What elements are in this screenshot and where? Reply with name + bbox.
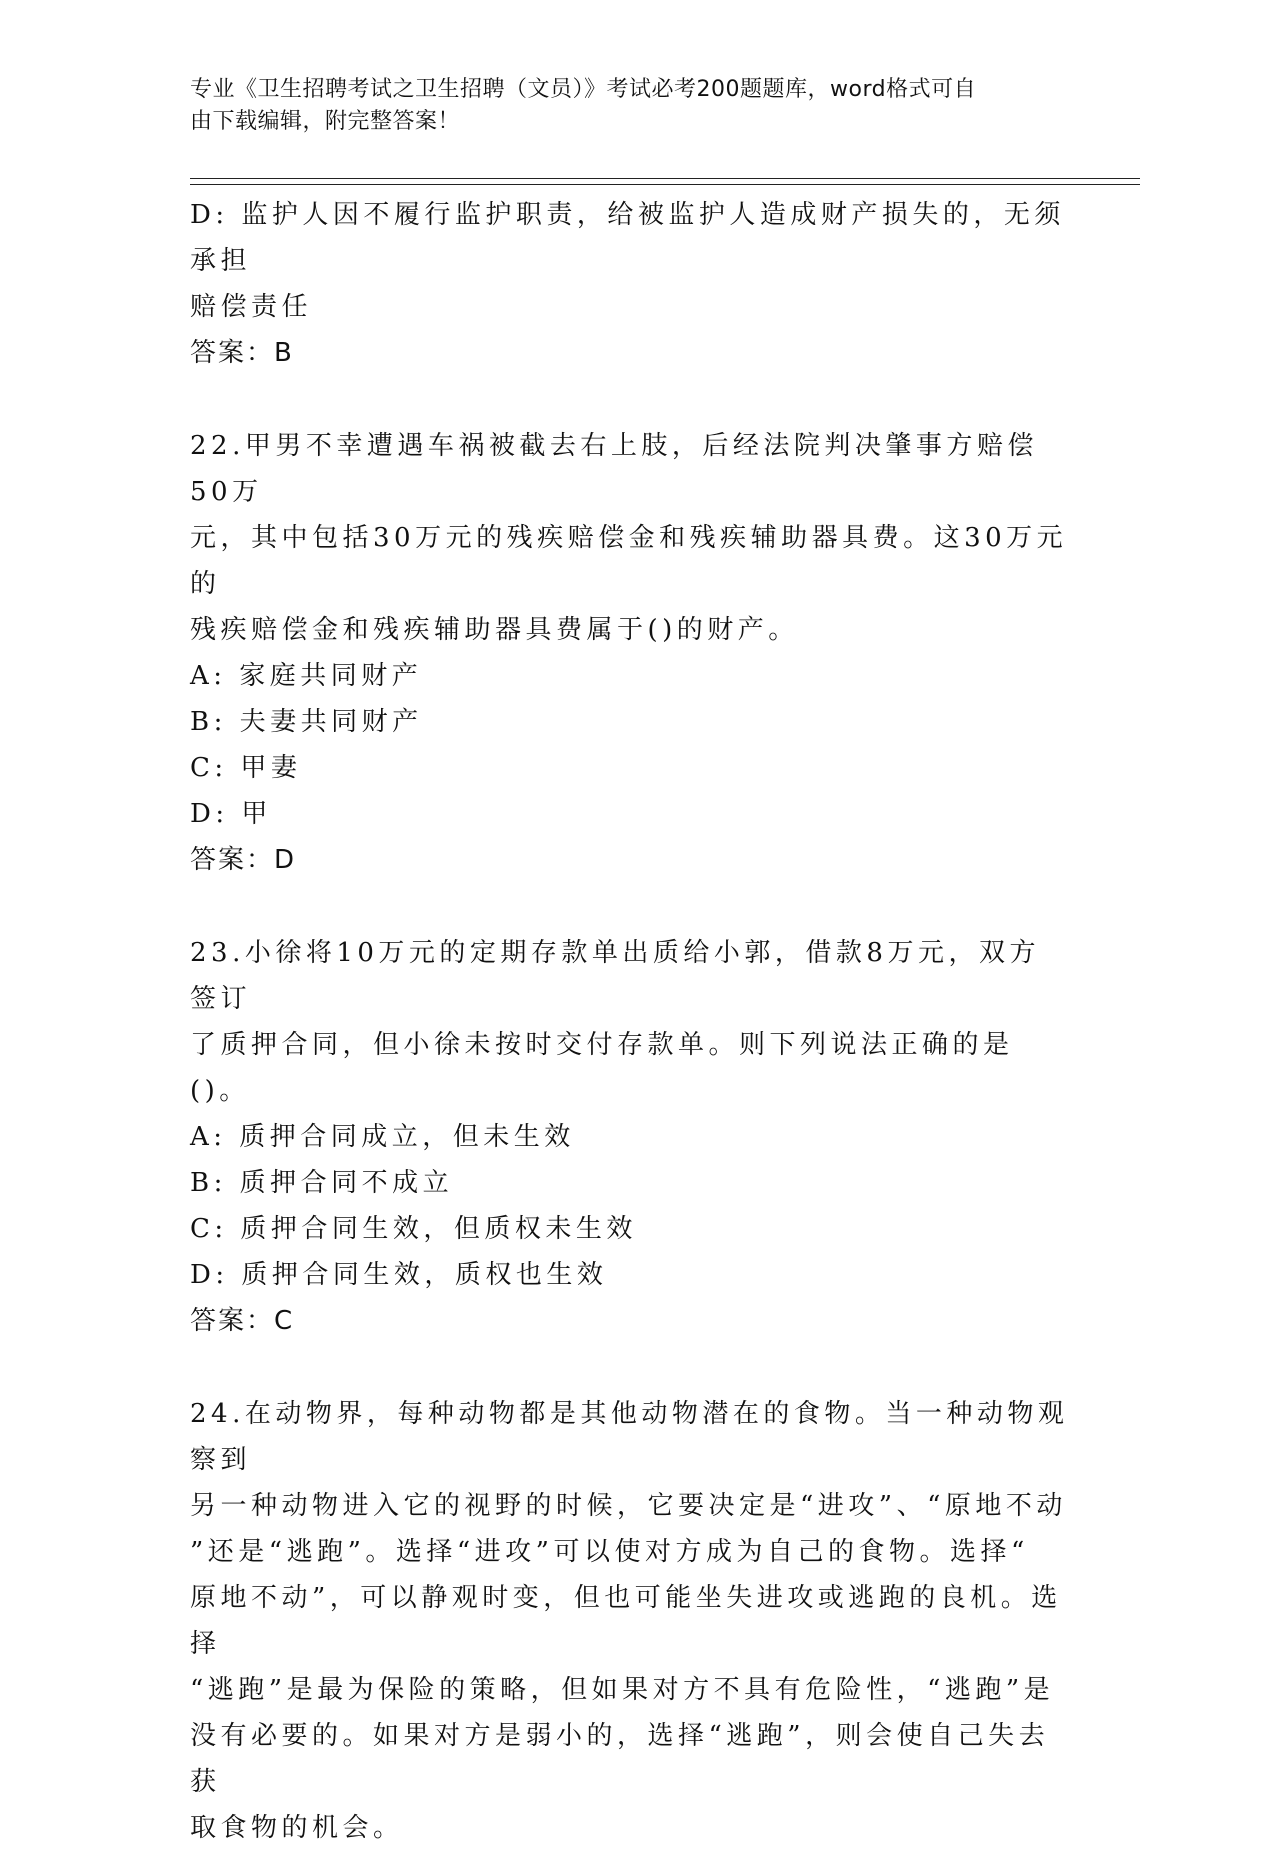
q23-option-d: D: 质押合同生效，质权也生效 — [190, 1260, 608, 1290]
header-rule-bottom — [190, 184, 1140, 185]
q22-option-c: C: 甲妻 — [190, 753, 302, 783]
header-title-line1: 专业《卫生招聘考试之卫生招聘（文员）》考试必考200题题库，word格式可自 — [190, 77, 977, 102]
q24-stem-line4: 原地不动”，可以静观时变，但也可能坐失进攻或逃跑的良机。选择 — [190, 1583, 1062, 1659]
question-24 — [190, 1391, 1070, 1851]
document-body — [190, 192, 1070, 1851]
q24-stem-line3: ”还是“逃跑”。选择“进攻”可以使对方成为自己的食物。选择“ — [190, 1537, 1029, 1567]
q22-stem-line2: 元，其中包括30万元的残疾赔偿金和残疾辅助器具费。这30万元的 — [190, 523, 1068, 599]
q21-answer: 答案：B — [190, 338, 294, 368]
q21-option-d-line1: D: 监护人因不履行监护职责，给被监护人造成财产损失的，无须承担 — [190, 200, 1065, 276]
q22-stem-line3: 残疾赔偿金和残疾辅助器具费属于()的财产。 — [190, 615, 799, 645]
q23-answer: 答案：C — [190, 1306, 295, 1336]
q24-stem-line1: 24.在动物界，每种动物都是其他动物潜在的食物。当一种动物观察到 — [190, 1399, 1069, 1475]
q22-option-d: D: 甲 — [190, 799, 272, 829]
header-title-line2: 由下载编辑，附完整答案！ — [190, 109, 461, 134]
q22-answer: 答案：D — [190, 845, 297, 875]
q23-option-a: A: 质押合同成立，但未生效 — [190, 1122, 575, 1152]
q22-option-a: A: 家庭共同财产 — [190, 661, 423, 691]
question-23 — [190, 930, 1070, 1344]
q22-stem-line1: 22.甲男不幸遭遇车祸被截去右上肢，后经法院判决肇事方赔偿50万 — [190, 431, 1038, 507]
q23-stem-line2: 了质押合同，但小徐未按时交付存款单。则下列说法正确的是()。 — [190, 1030, 1014, 1106]
q23-option-b: B: 质押合同不成立 — [190, 1168, 454, 1198]
q24-stem-line2: 另一种动物进入它的视野的时候，它要决定是“进攻”、“原地不动 — [190, 1491, 1067, 1521]
q24-stem-line6: 没有必要的。如果对方是弱小的，选择“逃跑”，则会使自己失去获 — [190, 1721, 1050, 1797]
q23-stem-line1: 23.小徐将10万元的定期存款单出质给小郭，借款8万元，双方签订 — [190, 938, 1040, 1014]
q21-option-d-line2: 赔偿责任 — [190, 292, 313, 322]
page-header — [190, 74, 1090, 138]
q22-option-b: B: 夫妻共同财产 — [190, 707, 423, 737]
q23-option-c: C: 质押合同生效，但质权未生效 — [190, 1214, 637, 1244]
header-rule-top — [190, 178, 1140, 179]
question-22 — [190, 423, 1070, 883]
q24-stem-line7: 取食物的机会。 — [190, 1813, 404, 1843]
question-21-tail — [190, 192, 1070, 376]
q24-stem-line5: “逃跑”是最为保险的策略，但如果对方不具有危险性，“逃跑”是 — [190, 1675, 1055, 1705]
